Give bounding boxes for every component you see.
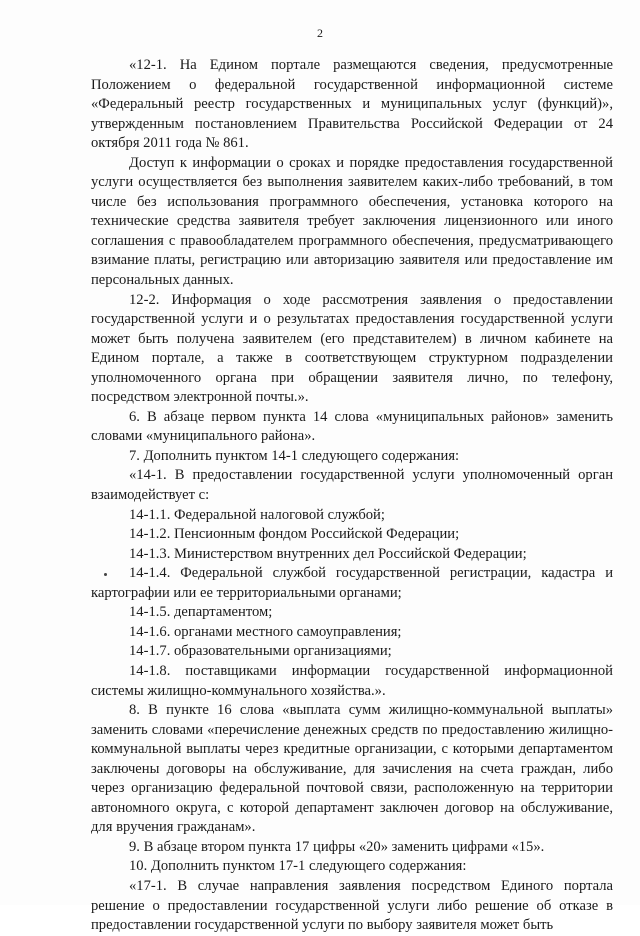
scan-speck	[104, 573, 107, 576]
paragraph-12-2: 12-2. Информация о ходе рассмотрения заявления о предоставлении государственной услуги и о результатах предоставления государственной услуги может быть получена заявителем (его представителем) в личном кабинете на Едином портале, а также в соответствующем структурном подразделении уполномоченного органа при обращении заявителя лично, по телефону, посредством электронной почты.».	[91, 291, 613, 406]
paragraph-14-1-6: 14-1.6. органами местного самоуправления;	[129, 623, 402, 640]
paragraph-14-1-8: 14-1.8. поставщиками информации государственной информационной системы жилищно-коммунального хозяйства.».	[91, 662, 613, 699]
paragraph-14-1-7: 14-1.7. образовательными организациями;	[129, 643, 392, 660]
paragraph-item-9: 9. В абзаце втором пункта 17 цифры «20» заменить цифрами «15».	[129, 838, 545, 855]
paragraph-17-1: «17-1. В случае направления заявления посредством Единого портала решение о предоставлении государственной услуги либо решение об отказе в предоставлении государственной услуги по выбору заявителя может быть	[91, 877, 613, 934]
paragraph-14-1: «14-1. В предоставлении государственной услуги уполномоченный орган взаимодействует с:	[91, 467, 613, 504]
paragraph-14-1-1: 14-1.1. Федеральной налоговой службой;	[129, 506, 385, 523]
document-body	[91, 56, 613, 936]
paragraph-item-6: 6. В абзаце первом пункта 14 слова «муниципальных районов» заменить словами «муниципального района».	[91, 408, 613, 445]
paragraph-14-1-3: 14-1.3. Министерством внутренних дел Российской Федерации;	[129, 545, 527, 562]
paragraph-12-1: «12-1. На Едином портале размещаются сведения, предусмотренные Положением о федеральной государственной информационной системе «Федеральный реестр государственных и муниципальных услуг (функций)», утвержденным постановлением Правительства Российской Федерации от 24 октября 2011 года № 861.	[91, 57, 613, 152]
paragraph-item-10: 10. Дополнить пунктом 17-1 следующего содержания:	[129, 858, 467, 875]
paragraph-item-8: 8. В пункте 16 слова «выплата сумм жилищно-коммунальной выплаты» заменить словами «перечисление денежных средств по предоставлению жилищно-коммунальной выплаты через кредитные организации, с которыми департаментом заключены договоры на обслуживание, для зачисления на счета граждан, либо через организацию федеральной почтовой связи, расположенную на территории автономного округа, с которой департамент заключен договор на обслуживание, для вручения гражданам».	[91, 702, 613, 836]
paragraph-14-1-2: 14-1.2. Пенсионным фондом Российской Федерации;	[129, 526, 460, 543]
paragraph-item-7: 7. Дополнить пунктом 14-1 следующего содержания:	[129, 447, 460, 464]
page-number: 2	[317, 26, 323, 40]
paragraph-access-info: Доступ к информации о сроках и порядке предоставления государственной услуги осуществляется без выполнения заявителем каких-либо требований, в том числе без использования программного обеспечения, установка которого на технические средства заявителя требует заключения лицензионного или иного соглашения с правообладателем программного обеспечения, предусматривающего взимание платы, регистрацию или авторизацию заявителя или предоставление им персональных данных.	[91, 154, 613, 289]
paragraph-14-1-4: 14-1.4. Федеральной службой государственной регистрации, кадастра и картографии или ее территориальными органами;	[91, 565, 613, 601]
paragraph-14-1-5: 14-1.5. департаментом;	[129, 604, 273, 621]
